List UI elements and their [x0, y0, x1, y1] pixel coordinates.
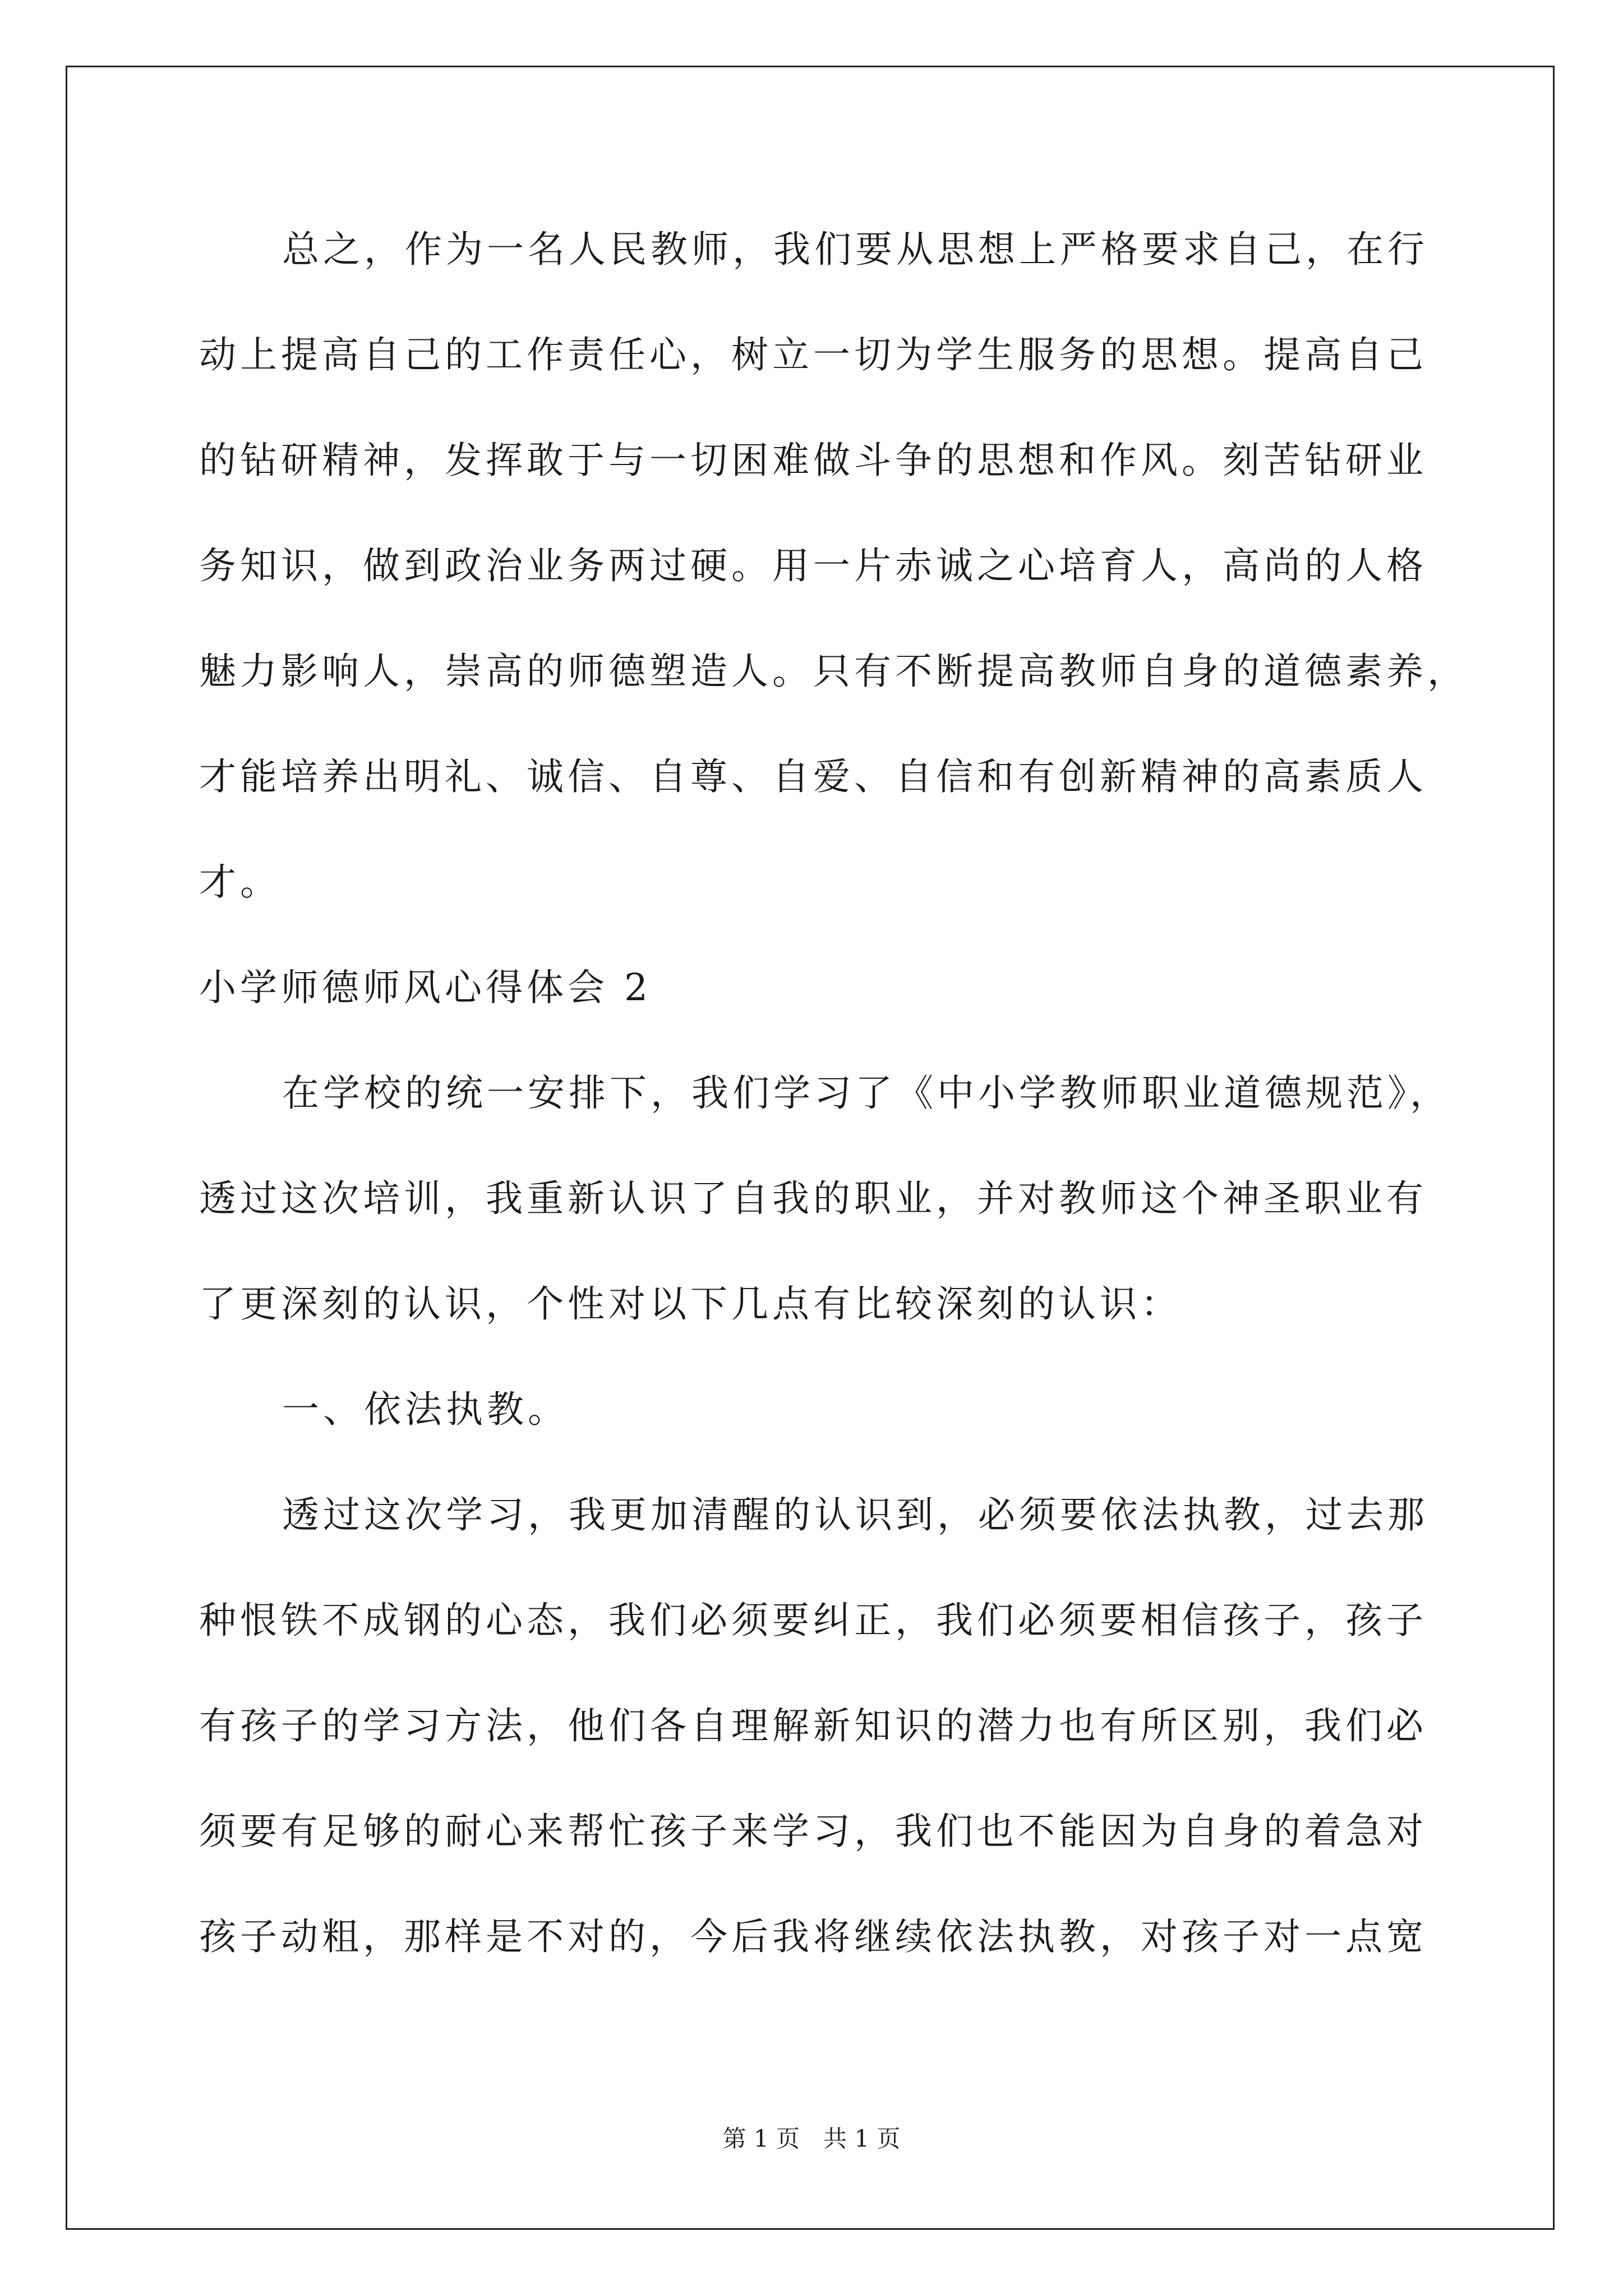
paragraph-line: 孩子动粗，那样是不对的，今后我将继续依法执教，对孩子对一点宽 [199, 1915, 1427, 1958]
paragraph-line: 务知识，做到政治业务两过硬。用一片赤诚之心培育人，高尚的人格 [199, 544, 1427, 587]
paragraph-line: 透过这次学习，我更加清醒的认识到，必须要依法执教，过去那 [282, 1493, 1428, 1536]
paragraph-line: 才。 [199, 861, 281, 904]
paragraph-line: 须要有足够的耐心来帮忙孩子来学习，我们也不能因为自身的着急对 [199, 1810, 1427, 1853]
page-footer: 第 1 页 共 1 页 [722, 2125, 901, 2152]
paragraph-line: 有孩子的学习方法，他们各自理解新知识的潜力也有所区别，我们必 [199, 1704, 1427, 1747]
paragraph-line: 了更深刻的认识，个性对以下几点有比较深刻的认识： [199, 1282, 1182, 1326]
paragraph-line: 总之，作为一名人民教师，我们要从思想上严格要求自己，在行 [282, 228, 1428, 271]
paragraph-line: 动上提高自己的工作责任心，树立一切为学生服务的思想。提高自己 [199, 333, 1427, 376]
paragraph-line: 在学校的统一安排下，我们学习了《中小学教师职业道德规范》， [282, 1071, 1451, 1115]
paragraph-line: 种恨铁不成钢的心态，我们必须要纠正，我们必须要相信孩子，孩子 [199, 1599, 1427, 1642]
paragraph-line: 魅力影响人，崇高的师德塑造人。只有不断提高教师自身的道德素养， [199, 650, 1468, 693]
section-heading: 小学师德师风心得体会 2 [199, 966, 652, 1009]
subsection-title: 一、依法执教。 [282, 1388, 569, 1431]
paragraph-line: 的钻研精神，发挥敢于与一切困难做斗争的思想和作风。刻苦钻研业 [199, 439, 1427, 482]
paragraph-line: 透过这次培训，我重新认识了自我的职业，并对教师这个神圣职业有 [199, 1177, 1427, 1220]
paragraph-line: 才能培养出明礼、诚信、自尊、自爱、自信和有创新精神的高素质人 [199, 755, 1427, 798]
